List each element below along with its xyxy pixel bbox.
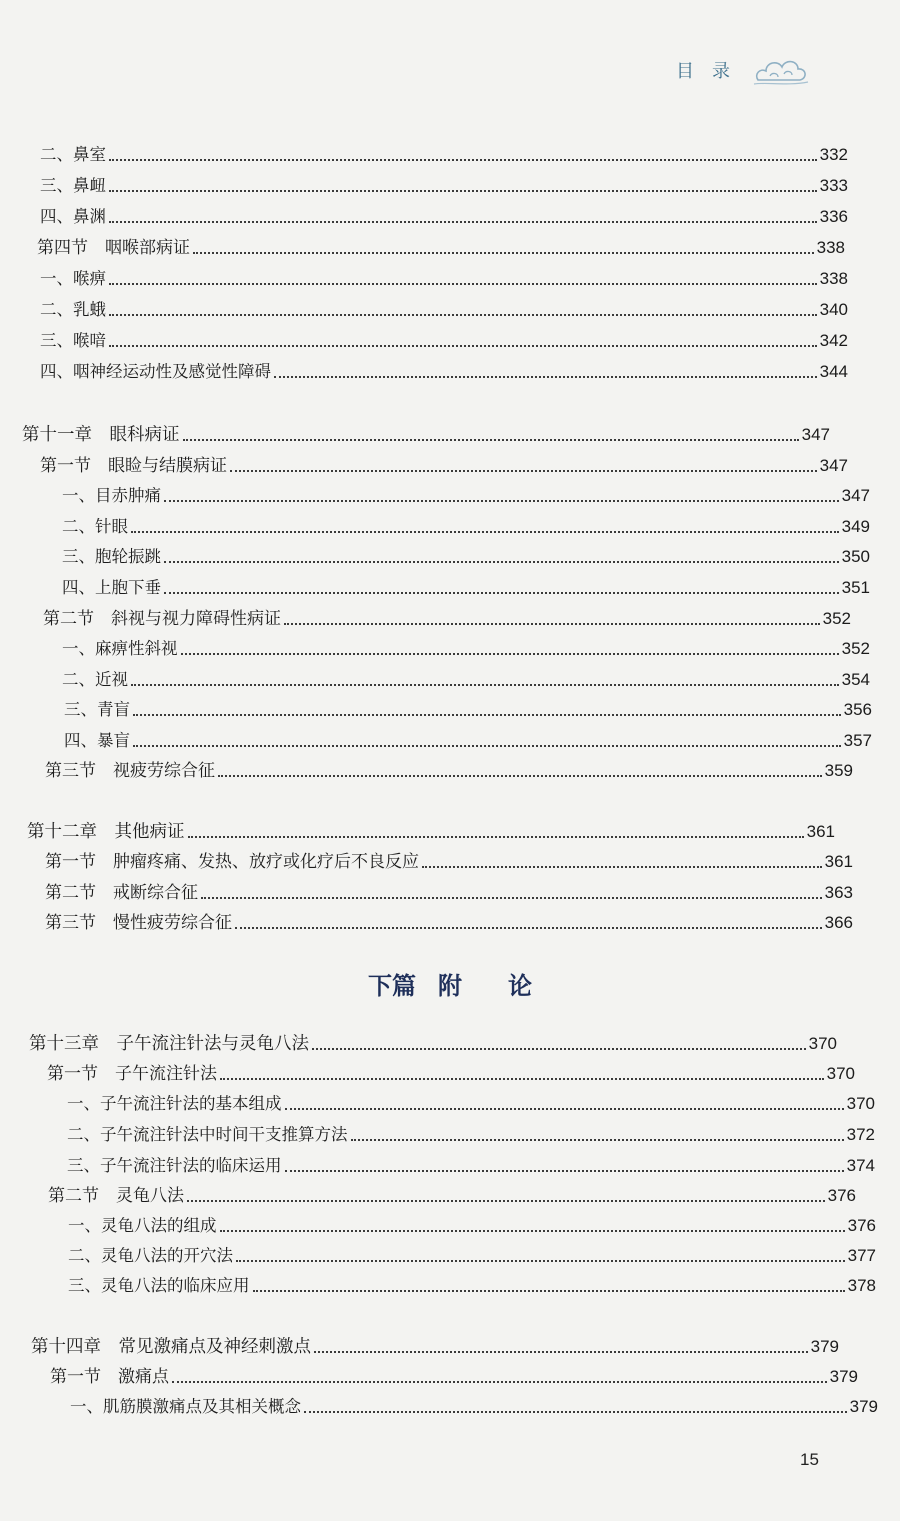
toc-entry[interactable] (0, 322, 848, 352)
toc-entry[interactable] (0, 1328, 839, 1358)
header-title-char-2: 录 (712, 61, 730, 82)
leader-dots (181, 653, 839, 655)
toc-entry-page: 363 (824, 883, 853, 902)
toc-entry-page: 370 (808, 1034, 837, 1053)
leader-dots (201, 897, 822, 899)
leader-dots (422, 866, 822, 868)
toc-entry-page: 336 (819, 207, 848, 226)
toc-entry-page: 376 (827, 1186, 856, 1205)
toc-entry-title: 第十四章 常见激痛点及神经刺激点 (31, 1337, 311, 1357)
toc-entry-page: 351 (841, 578, 870, 597)
toc-entry-title: 二、灵龟八法的开穴法 (68, 1246, 233, 1265)
toc-entry-title: 四、鼻渊 (40, 207, 106, 226)
toc-entry[interactable] (0, 1025, 837, 1055)
leader-dots (133, 745, 841, 747)
page-number: 15 (800, 1450, 819, 1469)
leader-dots (109, 190, 817, 192)
leader-dots (284, 623, 820, 625)
toc-entry-page: 357 (843, 731, 872, 750)
leader-dots (220, 1230, 845, 1232)
leader-dots (274, 376, 817, 378)
header-title-char-1: 目 (676, 61, 694, 82)
toc-entry-title: 三、子午流注针法的临床运用 (67, 1156, 282, 1175)
toc-entry-page: 347 (841, 486, 870, 505)
toc-entry-page: 338 (816, 238, 845, 257)
leader-dots (172, 1381, 827, 1383)
toc-entry-page: 379 (810, 1337, 839, 1356)
leader-dots (285, 1108, 844, 1110)
leader-dots (351, 1139, 844, 1141)
toc-entry[interactable] (0, 1055, 855, 1085)
running-header (676, 52, 810, 88)
toc-entry[interactable] (0, 198, 848, 228)
toc-entry[interactable] (0, 538, 870, 568)
toc-entry-title: 二、子午流注针法中时间干支推算方法 (67, 1125, 348, 1144)
toc-entry-title: 二、鼻室 (40, 145, 106, 164)
toc-entry-page: 366 (824, 913, 853, 932)
toc-entry-page: 344 (819, 362, 848, 381)
toc-entry-page: 332 (819, 145, 848, 164)
toc-entry[interactable] (0, 569, 870, 599)
toc-entry[interactable] (0, 1116, 875, 1146)
leader-dots (235, 927, 822, 929)
toc-entry-title: 第一节 眼睑与结膜病证 (40, 456, 227, 476)
toc-entry-title: 一、肌筋膜激痛点及其相关概念 (70, 1397, 301, 1416)
part-title-part-c: 论 (508, 972, 532, 1000)
toc-entry-page: 352 (841, 639, 870, 658)
toc-entry-page: 354 (841, 670, 870, 689)
toc-entry[interactable] (0, 722, 872, 752)
toc-entry-title: 第二节 灵龟八法 (48, 1186, 184, 1206)
toc-entry[interactable] (0, 752, 853, 782)
toc-entry-page: 347 (819, 456, 848, 475)
toc-entry-title: 第二节 戒断综合征 (45, 883, 198, 903)
leader-dots (285, 1170, 844, 1172)
leader-dots (133, 714, 841, 716)
toc-entry[interactable] (0, 1388, 878, 1418)
leader-dots (164, 561, 839, 563)
toc-entry-page: 356 (843, 700, 872, 719)
toc-entry-page: 376 (847, 1216, 876, 1235)
toc-entry-page: 338 (819, 269, 848, 288)
toc-entry-title: 第一节 子午流注针法 (47, 1064, 217, 1084)
leader-dots (220, 1078, 824, 1080)
toc-entry-page: 379 (849, 1397, 878, 1416)
toc-entry-title: 四、暴盲 (64, 731, 130, 750)
leader-dots (109, 314, 817, 316)
toc-entry-page: 374 (846, 1156, 875, 1175)
toc-entry[interactable] (0, 260, 848, 290)
leader-dots (188, 836, 804, 838)
toc-entry[interactable] (0, 447, 848, 477)
toc-entry-page: 347 (801, 425, 830, 444)
toc-entry-title: 二、针眼 (62, 517, 128, 536)
toc-entry[interactable] (0, 353, 848, 383)
toc-entry-title: 二、乳蛾 (40, 300, 106, 319)
toc-entry-title: 一、喉痹 (40, 269, 106, 288)
toc-entry-title: 第十一章 眼科病证 (22, 425, 180, 445)
toc-entry[interactable] (0, 1085, 875, 1115)
toc-entry[interactable] (0, 904, 853, 934)
leader-dots (193, 252, 814, 254)
toc-entry-page: 378 (847, 1276, 876, 1295)
toc-entry[interactable] (0, 874, 853, 904)
leader-dots (304, 1411, 847, 1413)
part-title (0, 966, 900, 1001)
toc-entry[interactable] (0, 1177, 856, 1207)
toc-entry[interactable] (0, 1358, 858, 1388)
cloud-ornament-icon (752, 52, 810, 88)
toc-entry-title: 第二节 斜视与视力障碍性病证 (43, 609, 281, 629)
leader-dots (131, 684, 839, 686)
toc-entry-title: 第三节 慢性疲劳综合征 (45, 913, 232, 933)
leader-dots (183, 439, 799, 441)
leader-dots (253, 1290, 845, 1292)
leader-dots (230, 470, 817, 472)
toc-entry[interactable] (0, 843, 853, 873)
toc-entry[interactable] (0, 813, 835, 843)
toc-entry[interactable] (0, 508, 870, 538)
toc-entry-title: 第十二章 其他病证 (27, 822, 185, 842)
part-title-part-b: 附 (438, 972, 462, 1000)
toc-entry-title: 第十三章 子午流注针法与灵龟八法 (29, 1034, 309, 1054)
toc-entry[interactable] (0, 630, 870, 660)
toc-entry-title: 三、喉喑 (40, 331, 106, 350)
toc-entry[interactable] (0, 661, 870, 691)
toc-entry[interactable] (0, 600, 851, 630)
toc-entry-title: 第一节 肿瘤疼痛、发热、放疗或化疗后不良反应 (45, 852, 419, 872)
toc-entry-title: 一、麻痹性斜视 (62, 639, 178, 658)
leader-dots (314, 1351, 808, 1353)
toc-entry[interactable] (0, 229, 845, 259)
toc-entry[interactable] (0, 477, 870, 507)
toc-entry[interactable] (0, 1207, 876, 1237)
leader-dots (131, 531, 839, 533)
toc-entry-title: 第三节 视疲劳综合征 (45, 761, 215, 781)
toc-entry-page: 370 (846, 1094, 875, 1113)
toc-entry-page: 361 (824, 852, 853, 871)
leader-dots (109, 345, 817, 347)
toc-entry-page: 370 (826, 1064, 855, 1083)
toc-entry-title: 四、咽神经运动性及感觉性障碍 (40, 362, 271, 381)
toc-entry[interactable] (0, 136, 848, 166)
toc-entry-title: 三、灵龟八法的临床应用 (68, 1276, 250, 1295)
leader-dots (218, 775, 822, 777)
toc-entry[interactable] (0, 1147, 875, 1177)
leader-dots (109, 221, 817, 223)
toc-entry[interactable] (0, 167, 848, 197)
toc-entry-page: 352 (822, 609, 851, 628)
toc-entry-page: 379 (829, 1367, 858, 1386)
toc-entry[interactable] (0, 1237, 876, 1267)
toc-entry-title: 一、子午流注针法的基本组成 (67, 1094, 282, 1113)
toc-entry-page: 350 (841, 547, 870, 566)
toc-entry-title: 第四节 咽喉部病证 (37, 238, 190, 258)
leader-dots (236, 1260, 845, 1262)
toc-entry-title: 三、青盲 (64, 700, 130, 719)
leader-dots (109, 159, 817, 161)
toc-entry-page: 342 (819, 331, 848, 350)
leader-dots (109, 283, 817, 285)
toc-entry[interactable] (0, 1267, 876, 1297)
leader-dots (312, 1048, 806, 1050)
toc-entry-title: 三、胞轮振跳 (62, 547, 161, 566)
toc-entry-title: 第一节 激痛点 (50, 1367, 169, 1387)
toc-entry-page: 333 (819, 176, 848, 195)
toc-entry-title: 三、鼻衄 (40, 176, 106, 195)
toc-entry-page: 372 (846, 1125, 875, 1144)
part-title-part-a: 下篇 (368, 972, 416, 1000)
toc-entry-title: 四、上胞下垂 (62, 578, 161, 597)
toc-entry-page: 340 (819, 300, 848, 319)
toc-entry[interactable] (0, 691, 872, 721)
leader-dots (164, 592, 839, 594)
toc-entry-page: 361 (806, 822, 835, 841)
leader-dots (164, 500, 839, 502)
toc-entry-title: 二、近视 (62, 670, 128, 689)
toc-entry-page: 349 (841, 517, 870, 536)
toc-entry[interactable] (0, 291, 848, 321)
toc-entry[interactable] (0, 416, 830, 446)
toc-entry-page: 377 (847, 1246, 876, 1265)
toc-entry-page: 359 (824, 761, 853, 780)
leader-dots (187, 1200, 825, 1202)
toc-entry-title: 一、灵龟八法的组成 (68, 1216, 217, 1235)
toc-entry-title: 一、目赤肿痛 (62, 486, 161, 505)
